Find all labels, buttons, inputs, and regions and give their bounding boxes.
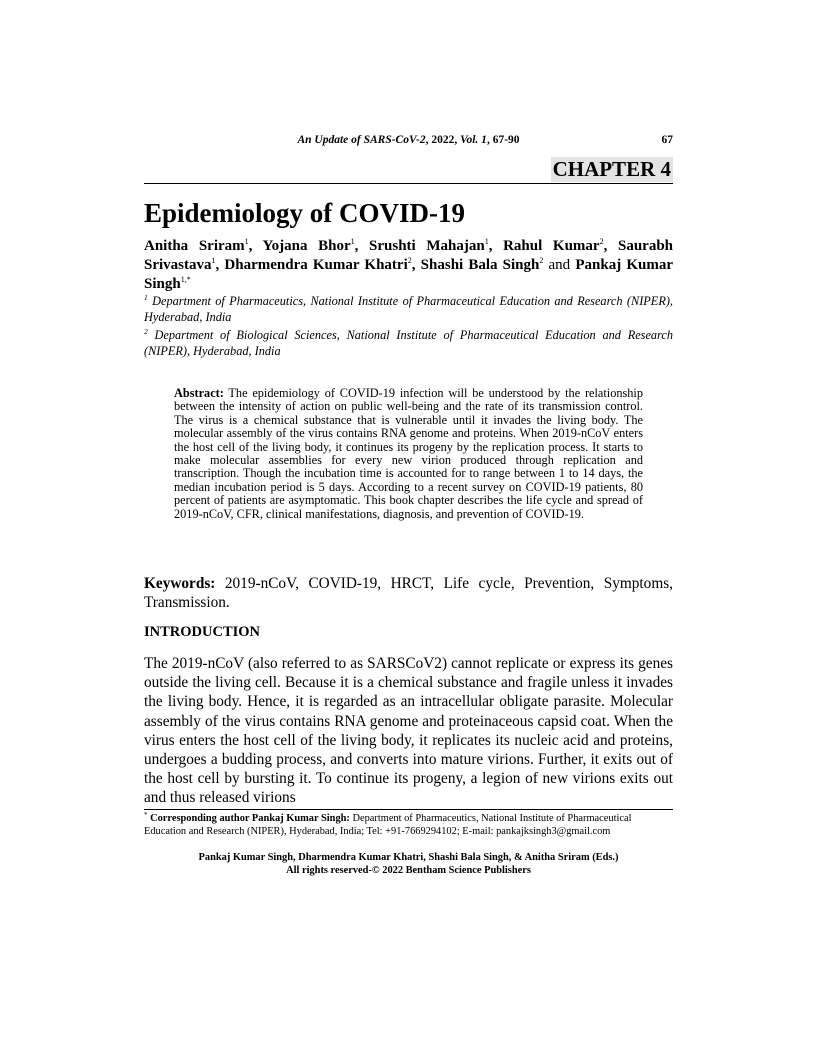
author-separator: and [543, 257, 576, 273]
affiliation-mark: 1 [144, 293, 148, 302]
abstract-label: Abstract: [174, 386, 224, 400]
author-name: Pankaj Kumar Singh [144, 257, 673, 292]
author-separator: , [215, 257, 225, 273]
affiliation-text: Department of Biological Sciences, National Institute of Pharmaceutical Education and Research (NIPER), Hyderabad, India [144, 328, 673, 358]
abstract [174, 387, 643, 521]
page-number: 67 [661, 134, 673, 146]
author-name: Anitha Sriram [144, 238, 245, 254]
section-heading-introduction: INTRODUCTION [144, 624, 261, 640]
keywords-label: Keywords: [144, 575, 216, 592]
affiliation-mark: 2 [144, 327, 148, 336]
journal-volume: Vol. 1 [460, 134, 487, 146]
affiliation [144, 294, 673, 325]
author-affiliation-mark: 2 [407, 256, 412, 265]
author-name: Shashi Bala Singh [420, 257, 540, 273]
introduction-paragraph: The 2019-nCoV (also referred to as SARSCoV2) cannot replicate or express its genes outside the living cell. Because it is a chemical substance and fragile unless it invades the living body. Hence, it is regarded as an intracellular obligate parasite. Molecular assembly of the virus contains RNA genome and proteinaceous capsid coat. When the virus enters the host cell of the living body, it replicates its nucleic acid and proteins, undergoes a budding process, and converts into mature virions. Further, it exits out of the host cell by bursting it. To continue its progeny, a legion of new virions exits out and thus released virions [144, 655, 673, 807]
journal-year: , 2022, [425, 134, 461, 146]
footnote-text: Department of Pharmaceutics, National Institute of Pharmaceutical Education and Research (NIPER), Hyderabad, India; Tel: +91-7669294102; E-mail: pankajksingh3@gmail.com [144, 813, 632, 837]
journal-title: An Update of SARS-CoV-2 [297, 134, 426, 146]
author-separator: , [248, 238, 263, 254]
author-name: Dharmendra Kumar Khatri [224, 257, 408, 273]
author-name: Yojana Bhor [262, 238, 351, 254]
author-separator: , [411, 257, 421, 273]
chapter-label: CHAPTER 4 [552, 157, 671, 181]
author-separator: , [488, 238, 504, 254]
journal-citation [144, 134, 673, 146]
footnote-label: Corresponding author Pankaj Kumar Singh: [147, 813, 350, 824]
author-affiliation-mark: 2 [599, 237, 604, 246]
author-affiliation-mark: 1 [484, 237, 489, 246]
affiliation-text: Department of Pharmaceutics, National Institute of Pharmaceutical Education and Research (NIPER), Hyderabad, India [144, 294, 673, 324]
author-affiliation-mark: 2 [539, 256, 544, 265]
author-affiliation-mark: 1,* [180, 275, 191, 284]
author-name: Saurabh Srivastava [144, 238, 674, 273]
journal-pages: , 67-90 [486, 134, 520, 146]
author-separator: , [354, 238, 370, 254]
footnote-mark: * [144, 811, 148, 819]
author-list [144, 237, 673, 294]
author-affiliation-mark: 1 [211, 256, 216, 265]
abstract-text: The epidemiology of COVID-19 infection will be understood by the relationship between the intensity of action on public well-being and the rate of its transmission control. The virus is a chemical substance that is vulnerable until it invades the living body. The molecular assembly of the virus contains RNA genome and proteins. When 2019-nCoV enters the host cell of the living body, it continues its progeny by the replication process. It starts to make molecular assemblies for every new virion produced through replication and transcription. Though the incubation time is accounted for to range between 1 to 14 days, the median incubation period is 5 days. According to a recent survey on COVID-19 patients, 80 percent of patients are asymptomatic. This book chapter describes the life cycle and spread of 2019-nCoV, CFR, clinical manifestations, diagnosis, and prevention of COVID-19. [174, 386, 643, 521]
chapter-divider [144, 183, 673, 184]
keywords [144, 574, 673, 612]
keywords-text: 2019-nCoV, COVID-19, HRCT, Life cycle, Prevention, Symptoms, Transmission. [144, 575, 673, 611]
editors-copyright [144, 852, 673, 877]
footnote-divider [144, 809, 673, 810]
author-affiliation-mark: 1 [350, 237, 355, 246]
chapter-title: Epidemiology of COVID-19 [144, 198, 466, 228]
copyright-line: All rights reserved-© 2022 Bentham Science Publishers [286, 864, 531, 876]
author-affiliation-mark: 1 [244, 237, 249, 246]
author-separator: , [603, 238, 618, 254]
editors-line: Pankaj Kumar Singh, Dharmendra Kumar Khatri, Shashi Bala Singh, & Anitha Sriram (Eds.) [198, 852, 619, 863]
author-name: Rahul Kumar [503, 238, 600, 254]
author-name: Srushti Mahajan [369, 238, 485, 254]
corresponding-author-footnote [144, 813, 673, 838]
affiliation [144, 328, 673, 359]
